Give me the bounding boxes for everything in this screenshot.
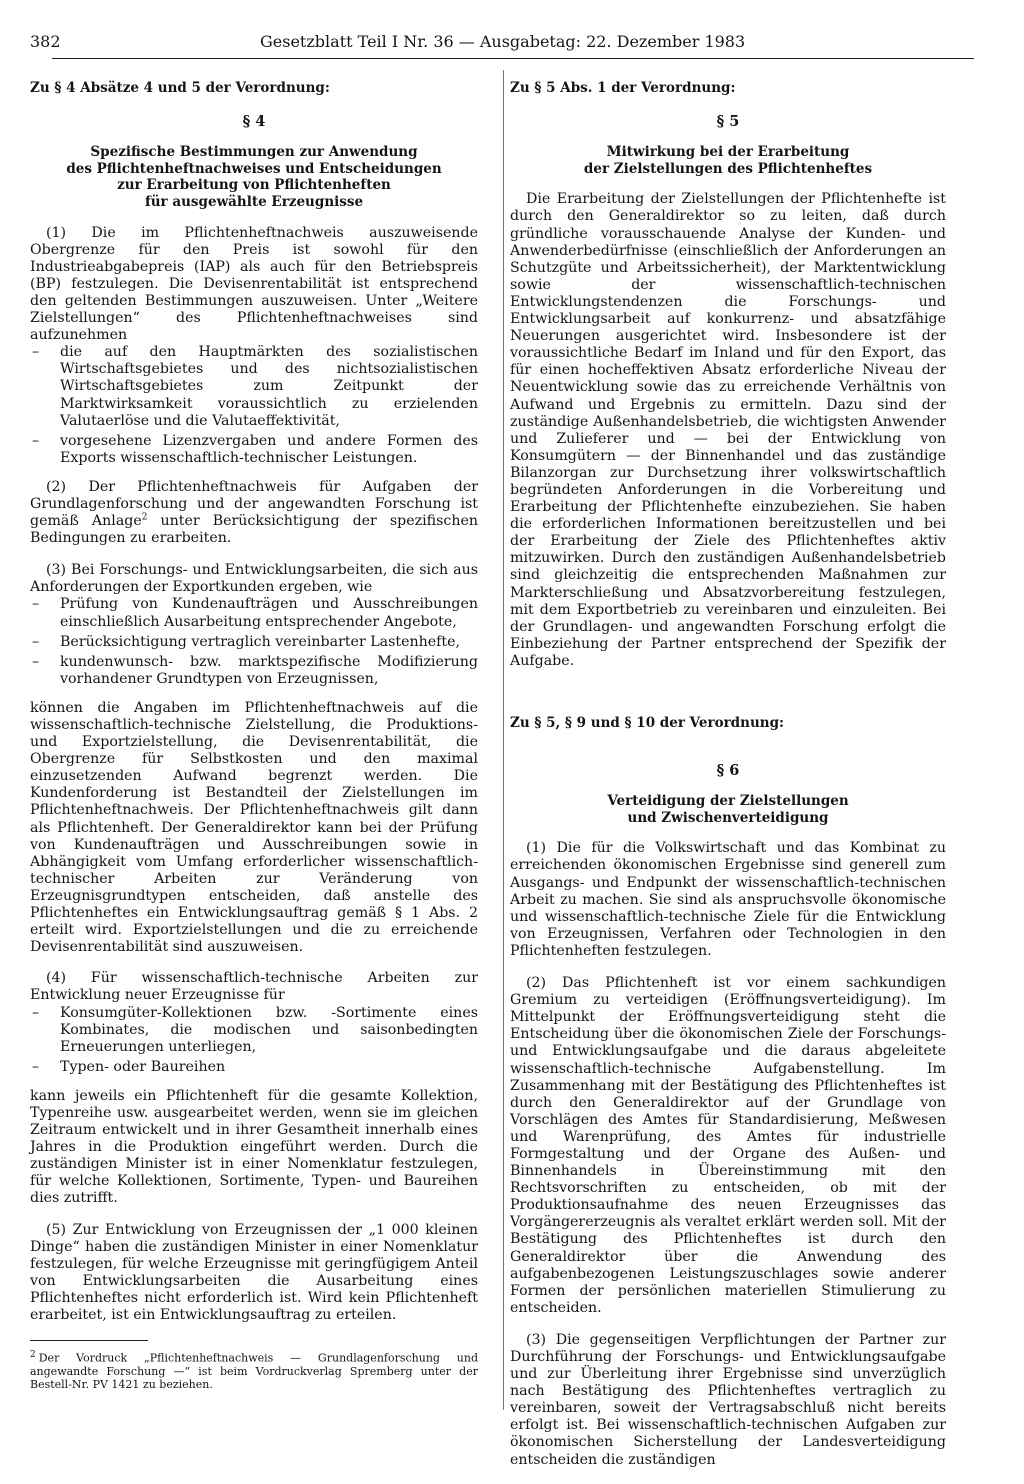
dash-list <box>30 344 478 467</box>
dash-list <box>30 596 478 687</box>
section-number: § 6 <box>716 762 740 780</box>
header-title: Gesetzblatt Teil I Nr. 36 — Ausgabetag: 22. Dezember 1983 <box>260 32 746 51</box>
footnote-text: Der Vordruck „Pflichtenheftnachweis — Grundlagenforschung und angewandte Forschung —“ ist beim Vordruckverlag Spremberg unter der Bestell-Nr. PV 1421 zu beziehen. <box>30 1351 478 1391</box>
section-title-line: für ausgewählte Erzeugnisse <box>144 193 364 210</box>
footnote-rule <box>30 1340 148 1341</box>
section-title-line: Mitwirkung bei der Erarbeitung <box>606 144 850 161</box>
spacer <box>510 748 946 762</box>
section-6-paragraph-3: (3) Die gegenseitigen Verpflichtungen der Partner zur Durchführung der Forschungs- und Entwicklungsaufgabe und zur Überleitung ihrer Ergebnisse sind unverzüglich nach Bestätigung des Pflichtenheftes vertraglich zu vereinbaren, soweit der Vertragsabschluß nicht bereits erfolgt ist. Bei wissenschaftlich-technischen Aufgaben zur ökonomischen Sicherstellung der Landesverteidigung entscheiden die zuständigen <box>510 1331 946 1468</box>
section-title-line: zur Erarbeitung von Pflichtenheften <box>117 177 391 194</box>
column-divider <box>503 70 504 1410</box>
paragraph-1: (1) Die im Pflichtenheftnachweis auszuweisende Obergrenze für den Preis ist sowohl für den Industrieabgabepreis (IAP) als auch für den Betriebspreis (BP) festzulegen. Die Devisenrentabilität ist entsprechend den geltenden Bestimmungen auszuweisen. Unter „Weitere Zielstellungen“ des Pflichtenheftnachweises sind aufzunehmen <box>30 224 478 344</box>
paragraph-4-continuation: kann jeweils ein Pflichtenheft für die gesamte Kollektion, Typenreihe usw. ausgearbeitet werden, wenn sie im gleichen Zeitraum entwickelt und in ihrer Gesamtheit innerhalb eines Jahres in die Produktion eingeführt werden. Durch die zuständigen Minister ist in einer Nomenklatur festzulegen, für welche Kollektionen, Sortimente, Typen- und Baureihen dies zutrifft. <box>30 1087 478 1207</box>
list-item: – Konsumgüter-Kollektionen bzw. -Sortimente eines Kombinates, die modischen und saisonbedingten Erneuerungen unterliegen, <box>30 1005 478 1056</box>
right-column <box>510 80 946 1484</box>
section-title-line: und Zwischenverteidigung <box>627 809 829 826</box>
paragraph-5: (5) Zur Entwicklung von Erzeugnissen der „1 000 kleinen Dinge“ haben die zuständigen Minister in einer Nomenklatur festzulegen, für welche Erzeugnisse mit geringfügigem Anteil von Entwicklungsarbeiten die Ausarbeitung eines Pflichtenheftes nicht erforderlich ist. Wird kein Pflichtenheft erarbeitet, ist ein Entwicklungsauftrag zu erteilen. <box>30 1221 478 1323</box>
header-rule <box>52 58 974 59</box>
section-reference: Zu § 5, § 9 und § 10 der Verordnung: <box>510 715 784 731</box>
section-title <box>510 144 946 177</box>
paragraph-2-text-end: unter Berücksichtigung der spezifischen Bedingungen zu erarbeiten. <box>30 513 478 547</box>
section-reference: Zu § 5 Abs. 1 der Verordnung: <box>510 80 736 96</box>
section-title-line: des Pflichtenheftnachweises und Entscheidungen <box>66 160 442 177</box>
section-reference: Zu § 4 Absätze 4 und 5 der Verordnung: <box>30 80 330 96</box>
dash-list <box>30 1005 478 1076</box>
list-item: – Berücksichtigung vertraglich vereinbarter Lastenhefte, <box>30 634 478 651</box>
page-header <box>30 32 996 58</box>
section-title-line: Spezifische Bestimmungen zur Anwendung <box>90 144 418 161</box>
footnote-reference: 2 <box>141 512 148 523</box>
left-column <box>30 80 478 1391</box>
spacer <box>510 685 946 715</box>
list-item: – die auf den Hauptmärkten des sozialistischen Wirtschaftsgebietes und des nichtsozialistischen Wirtschaftsgebietes zum Zeitpunkt der Marktwirksamkeit voraussichtlich zu erzielenden Valutaerlöse und die Valutaeffektivität, <box>30 344 478 429</box>
list-item: – Prüfung von Kundenaufträgen und Ausschreibungen einschließlich Ausarbeitung entsprechender Angebote, <box>30 596 478 630</box>
paragraph-4: (4) Für wissenschaftlich-technische Arbeiten zur Entwicklung neuer Erzeugnisse für <box>30 970 478 1004</box>
paragraph-2 <box>30 479 478 547</box>
footnote <box>30 1349 478 1391</box>
section-title-line: der Zielstellungen des Pflichtenheftes <box>583 160 873 177</box>
paragraph-3-continuation: können die Angaben im Pflichtenheftnachweis auf die wissenschaftlich-technische Zielstellung, die Produktions- und Exportzielstellung, die Devisenrentabilität, die Obergrenze für Selbstkosten und den maximal einzusetzenden Aufwand begrenzt werden. Die Kundenforderung ist Bestandteil der Zielstellungen im Pflichtenheftnachweis. Der Pflichtenheftnachweis gilt dann als Pflichtenheft. Der Generaldirektor kann bei der Prüfung von Kundenaufträgen und Ausschreibungen sowie in Abhängigkeit vom Umfang erforderlicher wissenschaftlich-technischer Arbeiten zur Veränderung von Erzeugnisgrundtypen entscheiden, daß anstelle des Pflichtenheftes ein Entwicklungsauftrag gemäß § 1 Abs. 2 erteilt wird. Exportzielstellungen und die zu erreichende Devisenrentabilität sind auszuweisen. <box>30 699 478 956</box>
section-title-line: Verteidigung der Zielstellungen <box>607 793 849 810</box>
section-6-paragraph-1: (1) Die für die Volkswirtschaft und das Kombinat zu erreichenden ökonomischen Ergebnisse sind generell zum Ausgangs- und Endpunkt der wissenschaftlich-technischen Arbeit zu machen. Sie sind als anspruchsvolle ökonomische und wissenschaftlich-technische Ziele für die Entwicklung von Erzeugnissen, Verfahren oder Technologien in den Pflichtenheften festzulegen. <box>510 840 946 959</box>
paragraph-2-text: (2) Der Pflichtenheftnachweis für Aufgaben der Grundlagenforschung und der angewandten Forschung ist gemäß Anlage <box>30 478 478 530</box>
page-number: 382 <box>30 32 61 51</box>
section-number: § 5 <box>716 113 740 131</box>
paragraph-3: (3) Bei Forschungs- und Entwicklungsarbeiten, die sich aus Anforderungen der Exportkunden ergeben, wie <box>30 562 478 596</box>
section-6-paragraph-2: (2) Das Pflichtenheft ist vor einem sachkundigen Gremium zu verteidigen (Eröffnungsverteidigung). Im Mittelpunkt der Eröffnungsverteidigung steht die Entscheidung über die ökonomischen Ziele der Forschungs- und Entwicklungsaufgabe und die daraus abgeleitete wissenschaftlich-technische Aufgabenstellung. Im Zusammenhang mit der Bestätigung des Pflichtenheftes ist durch den Generaldirektor auf der Grundlage von Vorschlägen des Amtes für Standardisierung, Meßwesen und Warenprüfung, des Amtes für industrielle Formgestaltung und der Organe des Außen- und Binnenhandels in Übereinstimmung mit den Rechtsvorschriften zu entscheiden, ob mit der Produktionsaufnahme des neuen Erzeugnisses das Vorgängererzeugnis als veraltet erklärt werden soll. Mit der Bestätigung des Pflichtenheftes ist durch den Generaldirektor über die Anwendung des aufgabenbezogenen Leistungszuschlages sowie anderer Formen der persönlichen materiellen Stimulierung zu entscheiden. <box>510 975 946 1316</box>
footnote-mark: 2 <box>30 1350 36 1361</box>
section-number: § 4 <box>242 113 266 131</box>
section-5-text: Die Erarbeitung der Zielstellungen der Pflichtenhefte ist durch den Generaldirektor so zu leiten, daß durch gründliche vorausschauende Analyse der Kunden- und Anwenderbedürfnisse (einschließlich der Anforderungen an Schutzgüte und Arbeitssicherheit), der Marktentwicklung sowie der wissenschaftlich-technischen Entwicklungstendenzen die Forschungs- und Entwicklungsarbeit auf konkurrenz- und absatzfähige Neuerungen ausgerichtet wird. Insbesondere ist der voraussichtliche Bedarf im Inland und für den Export, das für einen hocheffektiven Absatz erforderliche Niveau der Neuentwicklung sowie das zu erreichende Verhältnis von Aufwand und Ergebnis zu ermitteln. Dazu sind der zuständige Außenhandelsbetrieb, die wichtigsten Anwender und Zulieferer und — bei der Entwicklung von Konsumgütern — der Binnenhandel und das zuständige Bilanzorgan zur Durchsetzung ihrer volkswirtschaftlich begründeten Anforderungen in die Vorbereitung und Erarbeitung der Pflichtenhefte einzubeziehen. Sie haben die erforderlichen Informationen bereitzustellen und bei der Erarbeitung der Ziele des Pflichtenheftes aktiv mitzuwirken. Durch den zuständigen Außenhandelsbetrieb sind gleichzeitig die entsprechenden Maßnahmen zur Markterschließung und Absatzvorbereitung festzulegen, mit dem Exportbetrieb zu vereinbaren und einzuleiten. Bei der Grundlagen- und angewandten Forschung erfolgt die Einbeziehung der Partner entsprechend der Spezifik der Aufgabe. <box>510 191 946 669</box>
list-item: – vorgesehene Lizenzvergaben und andere Formen des Exports wissenschaftlich-technischer Leistungen. <box>30 433 478 467</box>
section-title <box>510 793 946 826</box>
list-item: – kundenwunsch- bzw. marktspezifische Modifizierung vorhandener Grundtypen von Erzeugnissen, <box>30 654 478 688</box>
list-item: – Typen- oder Baureihen <box>30 1059 478 1076</box>
section-title <box>30 144 478 210</box>
